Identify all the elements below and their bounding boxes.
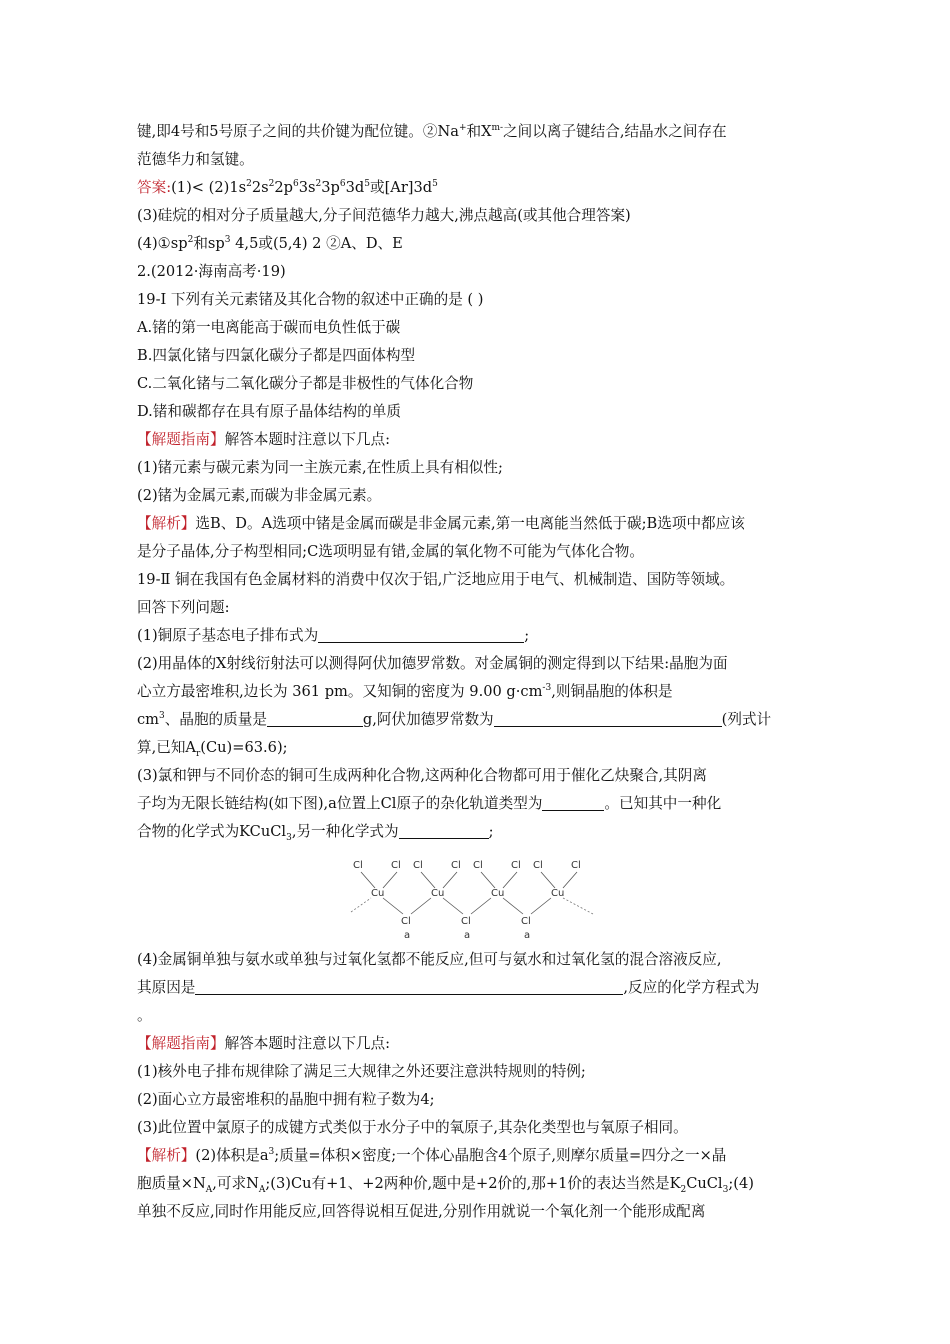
question-stem: 19-Ⅰ 下列有关元素锗及其化合物的叙述中正确的是 ( ) <box>137 291 484 308</box>
chain-label-cl: Cl <box>473 860 483 871</box>
chain-label-cl: Cl <box>413 860 423 871</box>
guide-line: 【解题指南】解答本题时注意以下几点: <box>137 431 391 448</box>
text-line: 算,已知$A_r(Cu)=63.6$); <box>137 739 288 759</box>
chain-label-cu: Cu <box>491 888 505 899</box>
analysis-label: 【解析】 <box>137 515 196 532</box>
text-line: (4)金属铜单独与氨水或单独与过氧化氢都不能反应,但可与氨水和过氧化氢的混合溶液反应, <box>137 951 722 968</box>
guide-line: 【解题指南】解答本题时注意以下几点: <box>137 1035 391 1052</box>
text-line: 心立方最密堆积,边长为 361 pm。又知铜的密度为 9.00 $g\cdot cm^{-3}$,则铜晶胞的体积是 <box>137 683 673 700</box>
answer-blank[interactable] <box>542 794 604 811</box>
text-line: $cm^3$、晶胞的质量是 g,阿伏加德罗常数为 (列式计 <box>137 711 772 728</box>
chain-label-cl: Cl <box>511 860 521 871</box>
answer-blank[interactable] <box>399 822 489 839</box>
answer-blank[interactable] <box>494 710 722 727</box>
text-line: 胞质量$\times N_A$,可求$N_A;(3)Cu$有+1、+2两种价,题中是+2价的,那+1价的表达当然是$K_2CuCl_3;(4)$ <box>137 1175 754 1195</box>
text-line: 范德华力和氢键。 <box>137 151 254 168</box>
option-b: B.四氯化锗与四氯化碳分子都是四面体构型 <box>137 347 416 364</box>
chain-label-cl: Cl <box>521 916 531 927</box>
chain-label-a: a <box>464 930 471 941</box>
text-line: (3)硅烷的相对分子质量越大,分子间范德华力越大,沸点越高(或其他合理答案) <box>137 207 631 224</box>
chain-diagram <box>347 852 607 942</box>
text-line: 键,即4号和5号原子之间的共价键为配位键。②Na+和$X^{m-}$之间以离子键结合,结晶水之间存在 <box>137 123 727 140</box>
answer-line: 答案:(1)< $(2)1s^22s^22p^63s^23p^63d^5$或$[Ar]3d^5$ <box>137 179 438 196</box>
text-line: (2)锗为金属元素,而碳为非金属元素。 <box>137 487 382 504</box>
text-line: 回答下列问题: <box>137 599 230 616</box>
text-line: 。 <box>137 1007 152 1024</box>
text-line: $(4)①sp^2$和$sp^3$ 4,5或(5,4) 2 ②A、D、E <box>137 235 403 252</box>
analysis-line: 【解析】(2)体积是$a^3$;质量=体积×密度;一个体心晶胞含4个原子,则摩尔质量=四分之一×晶 <box>137 1147 727 1164</box>
chain-label-cl: Cl <box>571 860 581 871</box>
option-d: D.锗和碳都存在具有原子晶体结构的单质 <box>137 403 401 420</box>
option-c: C.二氧化锗与二氧化碳分子都是非极性的气体化合物 <box>137 375 474 392</box>
guide-label: 【解题指南】 <box>137 431 225 448</box>
question-stem: 19-Ⅱ 铜在我国有色金属材料的消费中仅次于铝,广泛地应用于电气、机械制造、国防等领域。 <box>137 571 735 588</box>
text-line: 是分子晶体,分子构型相同;C选项明显有错,金属的氧化物不可能为气体化合物。 <box>137 543 644 560</box>
answer-blank[interactable] <box>318 626 524 643</box>
text-line: (2)用晶体的X射线衍射法可以测得阿伏加德罗常数。对金属铜的测定得到以下结果:晶胞为面 <box>137 655 728 672</box>
text-line: (3)氯和钾与不同价态的铜可生成两种化合物,这两种化合物都可用于催化乙炔聚合,其阴离 <box>137 767 707 784</box>
chain-label-a: a <box>524 930 531 941</box>
text-line: (1)锗元素与碳元素为同一主族元素,在性质上具有相似性; <box>137 459 503 476</box>
analysis-label: 【解析】 <box>137 1147 196 1164</box>
chain-label-cl: Cl <box>533 860 543 871</box>
chain-label-cu: Cu <box>551 888 565 899</box>
text-line: (1)核外电子排布规律除了满足三大规律之外还要注意洪特规则的特例; <box>137 1063 586 1080</box>
answer-label: 答案: <box>137 179 172 196</box>
question-heading: 2.(2012·海南高考·19) <box>137 263 286 280</box>
chain-label-cl: Cl <box>461 916 471 927</box>
answer-blank[interactable] <box>267 710 363 727</box>
chain-label-cl: Cl <box>391 860 401 871</box>
text-line: (3)此位置中氯原子的成键方式类似于水分子中的氧原子,其杂化类型也与氧原子相同。 <box>137 1119 688 1136</box>
text-line: 合物的化学式为KCuCl$_3$,另一种化学式为 ; <box>137 823 494 843</box>
text-line: 其原因是 ,反应的化学方程式为 <box>137 979 760 996</box>
chain-label-cu: Cu <box>431 888 445 899</box>
text-line: (2)面心立方最密堆积的晶胞中拥有粒子数为4; <box>137 1091 435 1108</box>
text-line: 单独不反应,同时作用能反应,回答得说相互促进,分别作用就说一个氧化剂一个能形成配离 <box>137 1203 706 1220</box>
chain-label-cl: Cl <box>451 860 461 871</box>
chain-label-cl: Cl <box>401 916 411 927</box>
text-line: 子均为无限长链结构(如下图),a位置上Cl原子的杂化轨道类型为 。已知其中一种化 <box>137 795 722 812</box>
text-line: (1)铜原子基态电子排布式为 ; <box>137 627 530 644</box>
answer-blank[interactable] <box>195 978 623 995</box>
guide-label: 【解题指南】 <box>137 1035 225 1052</box>
cucl-chain-figure <box>137 852 827 942</box>
chain-label-cu: Cu <box>371 888 385 899</box>
option-a: A.锗的第一电离能高于碳而电负性低于碳 <box>137 319 401 336</box>
analysis-line: 【解析】选B、D。A选项中锗是金属而碳是非金属元素,第一电离能当然低于碳;B选项中都应该 <box>137 515 745 532</box>
chain-label-a: a <box>404 930 411 941</box>
document-page <box>137 118 827 1226</box>
chain-label-cl: Cl <box>353 860 363 871</box>
